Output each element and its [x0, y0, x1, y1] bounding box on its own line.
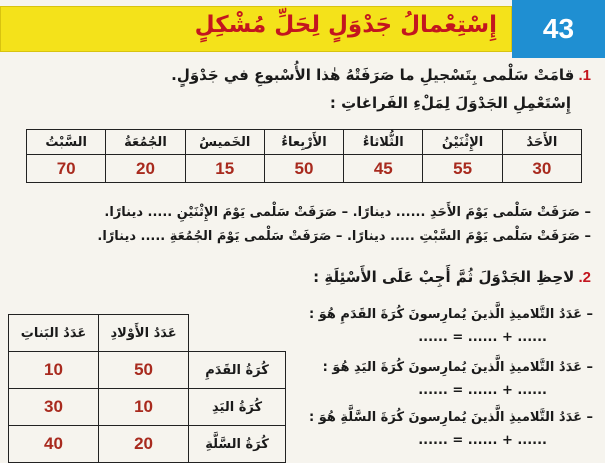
expense-value: 45 — [344, 155, 423, 183]
expense-value: 50 — [264, 155, 343, 183]
sports-row — [9, 389, 286, 426]
question-football: – عَدَدُ التَّلاميذِ الَّذينَ يُمارِسونَ كُرَةَ القَدَمِ هُوَ : — [309, 307, 593, 322]
answer-blank-football: ...... = ...... + ...... — [418, 330, 547, 345]
day-header: الخَميسُ — [185, 130, 264, 155]
question-handball: – عَدَدُ التَّلاميذِ الَّذينَ يُمارِسونَ كُرَةَ اليَدِ هُوَ : — [322, 360, 593, 375]
sports-row — [9, 352, 286, 389]
sports-header-row — [9, 315, 286, 352]
days-row — [27, 130, 582, 155]
sport-name: كُرَةُ السَّلَّةِ — [189, 426, 286, 463]
expense-value: 15 — [185, 155, 264, 183]
boys-header: عَدَدُ الأَوْلادِ — [99, 315, 189, 352]
fill-line-2: – صَرَفَتْ سَلْمى يَوْمَ السَّبْتِ ..... دينارًا. – صَرَفَتْ سَلْمى يَوْمَ الجُمُعَةِ ..... دينارًا. — [97, 229, 591, 244]
day-header: الجُمُعَةُ — [106, 130, 185, 155]
question-basketball: – عَدَدُ التَّلاميذِ الَّذينَ يُمارِسونَ كُرَةَ السَّلَّةِ هُوَ : — [308, 410, 593, 425]
fill-line-1: – صَرَفَتْ سَلْمى يَوْمَ الأَحَدِ ...... دينارًا. – صَرَفَتْ سَلْمى يَوْمَ الإِثْنَيْنِ ..... دينارًا. — [104, 205, 591, 220]
lesson-title: إِسْتِعْمالُ جَدْوَلٍ لِحَلِّ مُشْكِلٍ — [194, 12, 497, 38]
girls-count: 10 — [9, 352, 99, 389]
sports-row — [9, 426, 286, 463]
day-header: الإِثْنَيْنُ — [423, 130, 502, 155]
exercise1-line2: إِسْتَعْمِلِ الجَدْوَلَ لِمَلْءِ الفَراغاتِ : — [329, 94, 571, 112]
sport-name: كُرَةُ القَدَمِ — [189, 352, 286, 389]
empty-cell — [189, 315, 286, 352]
expense-value: 70 — [27, 155, 106, 183]
exercise1-text: قامَتْ سَلْمى بِتَسْجيلِ ما صَرَفَتْهُ هٰذا الأُسْبوعِ في جَدْوَلٍ. — [171, 66, 575, 84]
answer-blank-handball: ...... = ...... + ...... — [418, 383, 547, 398]
boys-count: 20 — [99, 426, 189, 463]
girls-count: 30 — [9, 389, 99, 426]
day-header: الأَحَدُ — [502, 130, 581, 155]
day-header: الثُّلاثاءُ — [344, 130, 423, 155]
expense-value: 55 — [423, 155, 502, 183]
answer-blank-basketball: ...... = ...... + ...... — [418, 433, 547, 448]
boys-count: 10 — [99, 389, 189, 426]
sport-name: كُرَةُ اليَدِ — [189, 389, 286, 426]
lesson-header — [0, 0, 605, 58]
day-header: السَّبْتُ — [27, 130, 106, 155]
exercise1-line1: 1. قامَتْ سَلْمى بِتَسْجيلِ ما صَرَفَتْهُ هٰذا الأُسْبوعِ في جَدْوَلٍ. — [171, 66, 591, 84]
girls-count: 40 — [9, 426, 99, 463]
girls-header: عَدَدُ البَناتِ — [9, 315, 99, 352]
expenses-table — [26, 129, 582, 183]
sports-table — [8, 314, 286, 463]
exercise1-number: 1 — [582, 67, 591, 84]
exercise2-instruction: لاحِظِ الجَدْوَلَ ثُمَّ أَجِبْ عَلَى الأَسْئِلَةِ : — [313, 268, 575, 286]
expense-value: 30 — [502, 155, 581, 183]
values-row — [27, 155, 582, 183]
boys-count: 50 — [99, 352, 189, 389]
day-header: الأَرْبِعاءُ — [264, 130, 343, 155]
lesson-number-badge: 43 — [512, 0, 605, 58]
exercise2-number: 2 — [582, 269, 591, 286]
exercise2-line: 2. لاحِظِ الجَدْوَلَ ثُمَّ أَجِبْ عَلَى الأَسْئِلَةِ : — [313, 268, 591, 286]
expense-value: 20 — [106, 155, 185, 183]
